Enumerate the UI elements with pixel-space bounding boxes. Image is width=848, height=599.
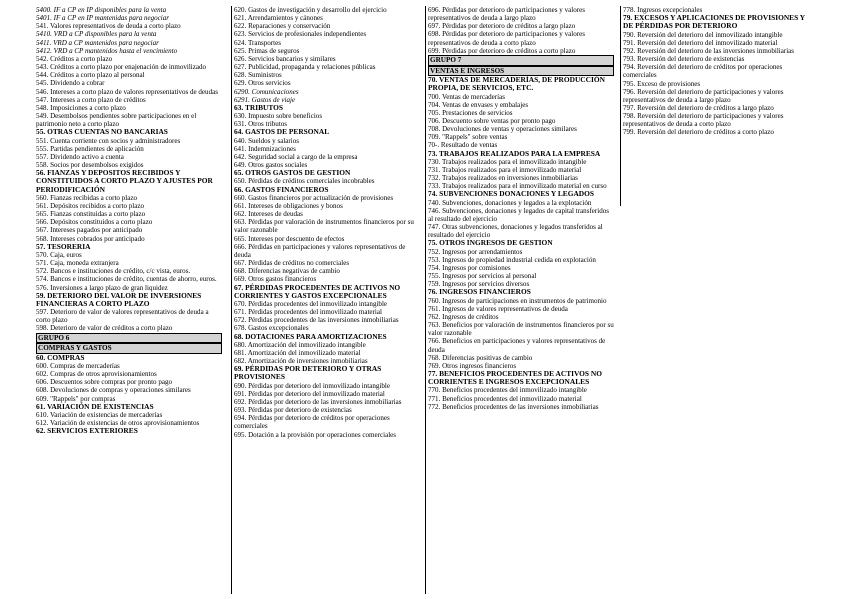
account-line: 628. Suministros — [234, 71, 282, 80]
account-line: 796. Reversión del deterioro de participaciones y valores representativos de deuda a largo plazo — [623, 87, 784, 104]
account-line: 699. Pérdidas por deterioro de créditos a corto plazo — [428, 46, 576, 55]
account-line: 5401. IF a CP en IP mantenidas para negociar — [36, 14, 170, 23]
account-line: 624. Transportes — [234, 38, 281, 47]
account-line: 761. Ingresos de valores representativos de deuda — [428, 304, 568, 313]
account-group-heading: 73. TRABAJOS REALIZADOS PARA LA EMPRESA — [428, 148, 601, 158]
account-line: 661. Intereses de obligaciones y bonos — [234, 201, 343, 210]
account-line: 690. Pérdidas por deterioro del inmovilizado intangible — [234, 381, 390, 390]
account-group-heading: 74. SUBVENCIONES DONACIONES Y LEGADOS — [428, 189, 594, 199]
account-line: 769. Otros ingresos financieros — [428, 361, 517, 370]
account-line: 622. Reparaciones y conservación — [234, 22, 331, 31]
account-line: 545. Dividendo a cobrar — [36, 79, 105, 88]
account-line: 597. Deterioro de valor de valores representativos de deuda a corto plazo — [36, 308, 209, 325]
column-1 — [36, 6, 222, 435]
account-line: 566. Depósitos constituidos a corto plazo — [36, 218, 153, 227]
account-line: 772. Beneficios procedentes de las inversiones inmobiliarias — [428, 402, 599, 411]
account-line: 565. Fianzas constituidas a corto plazo — [36, 210, 146, 219]
account-line: 642. Seguridad social a cargo de la empresa — [234, 152, 358, 161]
group-title-box: COMPRAS Y GASTOS — [36, 343, 222, 354]
group-title-box: VENTAS E INGRESOS — [428, 66, 614, 77]
account-line: 706. Descuento sobre ventas por pronto pago — [428, 117, 556, 125]
account-line: 704. Ventas de envases y embalajes — [428, 100, 529, 109]
account-line: 794. Reversión del deterioro de créditos por operaciones comerciales — [623, 63, 783, 80]
account-group-heading: 61. VARIACIÓN DE EXISTENCIAS — [36, 401, 154, 411]
account-line: 768. Diferencias positivas de cambio — [428, 353, 533, 362]
account-group-heading: 76. INGRESOS FINANCIEROS — [428, 287, 531, 297]
account-line: 709. "Rappels" sobre ventas — [428, 133, 508, 142]
account-line: 629. Otros servicios — [234, 79, 291, 88]
account-line: 5411. VRD a CP mantenidos para negociar — [36, 38, 159, 47]
account-line: 557. Dividendo activo a cuenta — [36, 152, 124, 161]
account-line: 541. Valores representativos de deuda a corto plazo — [36, 22, 181, 31]
account-line: 620. Gastos de investigación y desarrollo del ejercicio — [234, 6, 387, 14]
account-line: 5410. VRD a CP disponibles para la venta — [36, 30, 157, 39]
account-line: 766. Beneficios en participaciones y valores representativos de deuda — [428, 337, 606, 354]
account-line: 732. Trabajos realizados en inversiones inmobiliarias — [428, 174, 578, 183]
account-group-heading: 64. GASTOS DE PERSONAL — [234, 127, 330, 137]
account-group-heading: 68. DOTACIONES PARA AMORTIZACIONES — [234, 331, 387, 341]
account-line: 668. Diferencias negativas de cambio — [234, 267, 340, 276]
account-line: 598. Deterioro de valor de créditos a corto plazo — [36, 324, 173, 333]
account-line: 696. Pérdidas por deterioro de participaciones y valores representativos de deuda a largo plazo — [428, 6, 585, 23]
account-line: 570. Caja, euros — [36, 250, 82, 259]
account-line: 791. Reversión del deterioro del inmovilizado material — [623, 38, 778, 47]
account-line: 612. Variación de existencias de otros aprovisionamientos — [36, 419, 200, 428]
account-line: 682. Amortización de inversiones inmobiliarias — [234, 357, 368, 366]
account-line: 551. Cuenta corriente con socios y administradores — [36, 136, 181, 145]
account-line: 753. Ingresos de propiedad industrial cedida en explotación — [428, 255, 596, 264]
column-4 — [620, 6, 809, 206]
account-line: 641. Indemnizaciones — [234, 144, 296, 153]
account-line: 626. Servicios bancarios y similares — [234, 54, 336, 63]
account-group-heading: 69. PÉRDIDAS POR DETERIORO Y OTRAS PROVISIONES — [234, 364, 382, 382]
account-line: 693. Pérdidas por deterioro de existencias — [234, 406, 352, 415]
account-group-heading: 59. DETERIORO DEL VALOR DE INVERSIONES FINANCIERAS A CORTO PLAZO — [36, 290, 202, 308]
group-title-box: GRUPO 6 — [36, 333, 222, 344]
account-group-heading: 56. FIANZAS Y DEPOSITOS RECIBIDOS Y CONSTITUIDOS A CORTO PLAZO Y AJUSTES POR PERIODIFICACIÓN — [36, 168, 213, 194]
account-line: 792. Reversión del deterioro de las inversiones inmobiliarias — [623, 46, 795, 55]
account-line: 798. Reversión del deterioro de participaciones y valores representativos de deuda a corto plazo — [623, 112, 784, 129]
account-line: 700. Ventas de mercaderías — [428, 92, 505, 101]
account-line: 625. Primas de seguros — [234, 46, 300, 55]
account-line: 621. Arrendamientos y cánones — [234, 14, 323, 23]
account-group-heading: 62. SERVICIOS EXTERIORES — [36, 426, 138, 436]
account-line: 759. Ingresos por servicios diversos — [428, 280, 530, 289]
account-line: 770. Beneficios procedentes del inmovilizado intangible — [428, 386, 587, 395]
account-line: 730. Trabajos realizados para el inmovilizado intangible — [428, 157, 587, 166]
account-line: 631. Otros tributos — [234, 120, 288, 129]
account-group-heading: 67. PÉRDIDAS PROCEDENTES DE ACTIVOS NO CORRIENTES Y GASTOS EXCEPCIONALES — [234, 282, 401, 300]
account-line: 733. Trabajos realizados para el inmovilizado material en curso — [428, 182, 607, 191]
account-line: 70-. Resultado de ventas — [428, 141, 498, 150]
account-line: 630. Impuesto sobre beneficios — [234, 112, 323, 121]
account-line: 746. Subvenciones, donaciones y legados de capital transferidos al resultado del ejercicio — [428, 206, 610, 223]
account-line: 640. Sueldos y salarios — [234, 136, 299, 145]
account-group-heading: 57. TESORERIA — [36, 241, 91, 251]
account-line: 697. Pérdidas por deterioro de créditos a largo plazo — [428, 22, 576, 31]
account-line: 609. "Rappels" por compras — [36, 394, 116, 403]
account-line: 771. Beneficios procedentes del inmovilizado material — [428, 394, 582, 403]
account-line: 547. Intereses a corto plazo de créditos — [36, 95, 146, 104]
account-line: 543. Créditos a corto plazo por enajenación de inmovilizado — [36, 63, 207, 72]
account-line: 546. Intereses a corto plazo de valores representativos de deudas — [36, 87, 218, 96]
account-line: 708. Devoluciones de ventas y operaciones similares — [428, 125, 577, 134]
account-line: 5400. IF a CP en IP disponibles para la venta — [36, 6, 167, 14]
account-line: 793. Reversión del deterioro de existencias — [623, 55, 745, 64]
account-line: 778. Ingresos excepcionales — [623, 6, 703, 14]
account-line: 754. Ingresos por comisiones — [428, 263, 511, 272]
account-line: 649. Otros gastos sociales — [234, 161, 308, 170]
account-line: 680. Amortización del inmovilizado intangible — [234, 340, 366, 349]
account-line: 6290. Comunicaciones — [234, 87, 299, 96]
account-line: 572. Bancos e instituciones de crédito, c/c vista, euros. — [36, 267, 191, 276]
account-group-heading: 60. COMPRAS — [36, 352, 85, 362]
account-line: 567. Intereses pagados por anticipado — [36, 226, 143, 235]
account-line: 799. Reversión del deterioro de créditos a corto plazo — [623, 128, 774, 137]
account-line: 544. Créditos a corto plazo al personal — [36, 71, 145, 80]
account-line: 672. Pérdidas procedentes de las inversiones inmobiliarias — [234, 316, 399, 325]
account-line: 560. Fianzas recibidas a corto plazo — [36, 193, 137, 202]
account-line: 671. Pérdidas procedentes del inmovilizado material — [234, 308, 382, 317]
account-line: 790. Reversión del deterioro del inmovilizado intangible — [623, 30, 783, 39]
account-line: 698. Pérdidas por deterioro de participaciones y valores representativos de deuda a corto plazo — [428, 30, 585, 47]
account-line: 797. Reversión del deterioro de créditos a largo plazo — [623, 103, 774, 112]
account-line: 747. Otras subvenciones, donaciones y legados transferidos al resultado del ejercicio — [428, 223, 603, 240]
account-line: 650. Pérdidas de créditos comerciales incobrables — [234, 177, 375, 186]
account-line: 568. Intereses cobrados por anticipado — [36, 234, 145, 243]
account-line: 694. Pérdidas por deterioro de créditos por operaciones comerciales — [234, 414, 390, 431]
account-line: 670. Pérdidas procedentes del inmovilizado intangible — [234, 299, 388, 308]
column-2 — [231, 6, 420, 594]
account-line: 740. Subvenciones, donaciones y legados a la explotación — [428, 198, 592, 207]
account-group-heading: 79. EXCESOS Y APLICACIONES DE PROVISIONES Y DE PÉRDIDAS POR DETERIORO — [623, 13, 805, 31]
account-line: 610. Variación de existencias de mercaderías — [36, 410, 163, 419]
account-line: 606. Descuentos sobre compras por pronto pago — [36, 378, 173, 387]
account-line: 608. Devoluciones de compras y operaciones similares — [36, 386, 191, 395]
account-line: 763. Beneficios por valoración de instrumentos financieros por su valor razonable — [428, 321, 614, 338]
account-line: 542. Créditos a corto plazo — [36, 54, 113, 63]
account-line: 692. Pérdidas por deterioro de las inversiones inmobiliarias — [234, 397, 402, 406]
account-group-heading: 65. OTROS GASTOS DE GESTION — [234, 168, 351, 178]
account-line: 6291. Gastos de viaje — [234, 95, 296, 104]
account-line: 665. Intereses por descuento de efectos — [234, 234, 345, 243]
account-group-heading: 77. BENEFICIOS PROCEDENTES DE ACTIVOS NO CORRIENTES E INGRESOS EXCEPCIONALES — [428, 369, 602, 387]
column-3 — [425, 6, 614, 594]
account-line: 705. Prestaciones de servicios — [428, 108, 513, 117]
account-line: 678. Gastos excepcionales — [234, 324, 309, 333]
account-line: 561. Depósitos recibidos a corto plazo — [36, 201, 145, 210]
account-line: 662. Intereses de deudas — [234, 210, 303, 219]
account-line: 760. Ingresos de participaciones en instrumentos de patrimonio — [428, 296, 607, 305]
account-group-heading: 63. TRIBUTOS — [234, 102, 284, 112]
account-line: 627. Publicidad, propaganda y relaciones públicas — [234, 63, 376, 72]
account-line: 5412. VRD a CP mantenidos hasta el vencimiento — [36, 46, 178, 55]
account-line: 669. Otros gastos financieros — [234, 275, 317, 284]
account-line: 667. Pérdidas de créditos no comerciales — [234, 259, 350, 268]
account-line: 574. Bancos e instituciones de crédito, cuentas de ahorro, euros. — [36, 275, 217, 284]
account-line: 602. Compras de otros aprovisionamientos — [36, 370, 157, 379]
account-group-heading: 75. OTROS INGRESOS DE GESTION — [428, 238, 553, 248]
account-line: 549. Desembolsos pendientes sobre participaciones en el patrimonio neto a corto plazo — [36, 112, 197, 129]
group-title-box: GRUPO 7 — [428, 55, 614, 66]
account-group-heading: 66. GASTOS FINANCIEROS — [234, 184, 329, 194]
account-line: 752. Ingresos por arrendamientos — [428, 247, 523, 256]
account-line: 795. Exceso de provisiones — [623, 79, 701, 88]
account-line: 548. Imposiciones a corto plazo — [36, 103, 126, 112]
account-line: 762. Ingresos de créditos — [428, 312, 499, 321]
account-group-heading: 70. VENTAS DE MERCADERÍAS, DE PRODUCCIÓN PROPIA, DE SERVICIOS, ETC. — [428, 75, 605, 93]
account-line: 600. Compras de mercaderías — [36, 361, 120, 370]
account-line: 558. Socios por desembolsos exigidos — [36, 161, 144, 170]
account-line: 691. Pérdidas por deterioro del inmovilizado material — [234, 389, 385, 398]
account-line: 666. Pérdidas en participaciones y valores representativos de deuda — [234, 242, 406, 259]
account-line: 681. Amortización del inmovilizado material — [234, 348, 361, 357]
account-line: 660. Gastos financieros por actualización de provisiones — [234, 193, 394, 202]
account-line: 663. Pérdidas por valoración de instrumentos financieros por su valor razonable — [234, 218, 414, 235]
account-line: 695. Dotación a la provisión por operaciones comerciales — [234, 430, 397, 439]
account-group-heading: 55. OTRAS CUENTAS NO BANCARIAS — [36, 127, 168, 137]
account-line: 731. Trabajos realizados para el inmovilizado material — [428, 165, 582, 174]
account-line: 555. Partidas pendientes de aplicación — [36, 144, 144, 153]
account-line: 623. Servicios de profesionales independientes — [234, 30, 367, 39]
account-line: 576. Inversiones a largo plazo de gran liquidez — [36, 283, 168, 292]
account-line: 571. Caja, moneda extranjera — [36, 259, 119, 268]
account-line: 755. Ingresos por servicios al personal — [428, 272, 537, 281]
